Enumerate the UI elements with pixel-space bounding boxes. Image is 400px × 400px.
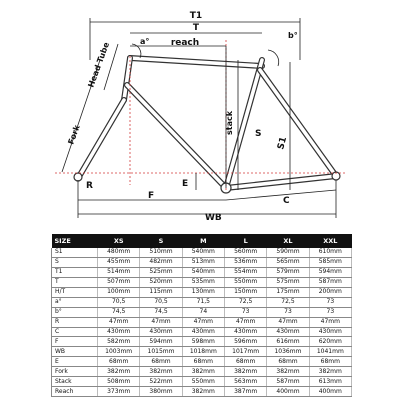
table-cell: 72,5	[267, 297, 309, 307]
table-cell: 1041mm	[309, 347, 351, 357]
table-cell: 550mm	[182, 377, 224, 387]
label-head-tube: Head Tube	[86, 40, 112, 89]
row-label: R	[52, 317, 98, 327]
table-cell: 610mm	[309, 248, 351, 257]
table-cell: 68mm	[140, 357, 182, 367]
table-cell: 74	[182, 307, 224, 317]
label-stack: stack	[225, 110, 234, 135]
table-cell: 373mm	[98, 387, 140, 397]
table-cell: 73	[309, 297, 351, 307]
table-cell: 47mm	[182, 317, 224, 327]
row-label: WB	[52, 347, 98, 357]
row-label: Fork	[52, 367, 98, 377]
table-cell: 565mm	[267, 257, 309, 267]
table-cell: 430mm	[267, 327, 309, 337]
table-cell: 1015mm	[140, 347, 182, 357]
row-label: E	[52, 357, 98, 367]
table-cell: 382mm	[267, 367, 309, 377]
column-header: S	[140, 234, 182, 248]
table-cell: 47mm	[309, 317, 351, 327]
table-cell: 150mm	[224, 287, 266, 297]
table-cell: 598mm	[182, 337, 224, 347]
row-label: F	[52, 337, 98, 347]
column-header: XS	[98, 234, 140, 248]
table-cell: 382mm	[182, 367, 224, 377]
row-label: b°	[52, 307, 98, 317]
table-cell: 596mm	[224, 337, 266, 347]
label-t: T	[192, 23, 200, 33]
table-cell: 68mm	[182, 357, 224, 367]
table-cell: 1036mm	[267, 347, 309, 357]
table-cell: 536mm	[224, 257, 266, 267]
label-e: E	[182, 179, 189, 189]
table-cell: 68mm	[267, 357, 309, 367]
table-cell: 540mm	[182, 248, 224, 257]
label-fork: Fork	[66, 123, 82, 146]
table-row	[52, 347, 352, 357]
table-cell: 594mm	[140, 337, 182, 347]
table-cell: 430mm	[224, 327, 266, 337]
table-cell: 430mm	[182, 327, 224, 337]
table-cell: 430mm	[98, 327, 140, 337]
table-cell: 616mm	[267, 337, 309, 347]
table-row	[52, 357, 352, 367]
table-cell: 613mm	[309, 377, 351, 387]
table-cell: 130mm	[182, 287, 224, 297]
table-cell: 387mm	[224, 387, 266, 397]
table-cell: 382mm	[224, 367, 266, 377]
label-s: S	[255, 129, 262, 139]
table-cell: 382mm	[309, 367, 351, 377]
table-cell: 510mm	[140, 248, 182, 257]
geometry-table	[51, 234, 352, 397]
table-cell: 47mm	[267, 317, 309, 327]
row-label: T	[52, 277, 98, 287]
label-reach: reach	[170, 38, 200, 48]
label-f: F	[148, 191, 155, 201]
table-cell: 400mm	[309, 387, 351, 397]
table-cell: 68mm	[309, 357, 351, 367]
table-row	[52, 267, 352, 277]
column-header: XXL	[309, 234, 351, 248]
label-wb: WB	[205, 213, 222, 223]
table-cell: 560mm	[224, 248, 266, 257]
label-r: R	[86, 181, 93, 191]
table-cell: 582mm	[98, 337, 140, 347]
column-header: L	[224, 234, 266, 248]
table-cell: 47mm	[224, 317, 266, 327]
table-cell: 575mm	[267, 277, 309, 287]
table-cell: 482mm	[140, 257, 182, 267]
table-cell: 587mm	[267, 377, 309, 387]
table-cell: 535mm	[182, 277, 224, 287]
table-row	[52, 248, 352, 257]
table-cell: 47mm	[98, 317, 140, 327]
table-cell: 620mm	[309, 337, 351, 347]
table-cell: 522mm	[140, 377, 182, 387]
label-c: C	[283, 196, 290, 206]
row-label: S1	[52, 248, 98, 257]
table-cell: 590mm	[267, 248, 309, 257]
column-header: SIZE	[52, 234, 98, 248]
row-label: Reach	[52, 387, 98, 397]
table-cell: 73	[224, 307, 266, 317]
row-label: a°	[52, 297, 98, 307]
column-header: M	[182, 234, 224, 248]
table-cell: 594mm	[309, 267, 351, 277]
table-cell: 587mm	[309, 277, 351, 287]
table-cell: 585mm	[309, 257, 351, 267]
table-cell: 74,5	[140, 307, 182, 317]
label-s1: S1	[276, 135, 290, 151]
table-cell: 550mm	[224, 277, 266, 287]
table-row	[52, 337, 352, 347]
table-cell: 1003mm	[98, 347, 140, 357]
table-cell: 400mm	[267, 387, 309, 397]
table-cell: 513mm	[182, 257, 224, 267]
table-row	[52, 367, 352, 377]
table-cell: 74,5	[98, 307, 140, 317]
table-cell: 430mm	[140, 327, 182, 337]
table-cell: 525mm	[140, 267, 182, 277]
table-cell: 430mm	[309, 327, 351, 337]
table-cell: 508mm	[98, 377, 140, 387]
column-header: XL	[267, 234, 309, 248]
row-label: S	[52, 257, 98, 267]
table-cell: 73	[309, 307, 351, 317]
table-header-row	[52, 234, 352, 248]
table-cell: 382mm	[98, 367, 140, 377]
table-cell: 70,5	[98, 297, 140, 307]
table-cell: 73	[267, 307, 309, 317]
label-t1: T1	[189, 11, 203, 21]
table-cell: 68mm	[224, 357, 266, 367]
table-row	[52, 377, 352, 387]
table-cell: 100mm	[98, 287, 140, 297]
table-row	[52, 257, 352, 267]
table-cell: 71,5	[182, 297, 224, 307]
table-cell: 554mm	[224, 267, 266, 277]
table-cell: 540mm	[182, 267, 224, 277]
label-b-angle: b°	[288, 31, 298, 40]
table-cell: 480mm	[98, 248, 140, 257]
table-cell: 382mm	[140, 367, 182, 377]
table-cell: 1017mm	[224, 347, 266, 357]
row-label: T1	[52, 267, 98, 277]
table-cell: 1018mm	[182, 347, 224, 357]
row-label: Stack	[52, 377, 98, 387]
table-cell: 200mm	[309, 287, 351, 297]
row-label: H/T	[52, 287, 98, 297]
table-cell: 455mm	[98, 257, 140, 267]
table-cell: 47mm	[140, 317, 182, 327]
table-cell: 380mm	[140, 387, 182, 397]
table-row	[52, 327, 352, 337]
table-cell: 520mm	[140, 277, 182, 287]
table-row	[52, 307, 352, 317]
table-row	[52, 287, 352, 297]
table-cell: 507mm	[98, 277, 140, 287]
table-row	[52, 297, 352, 307]
table-cell: 382mm	[182, 387, 224, 397]
table-cell: 563mm	[224, 377, 266, 387]
table-cell: 579mm	[267, 267, 309, 277]
row-label: C	[52, 327, 98, 337]
table-cell: 70,5	[140, 297, 182, 307]
table-cell: 514mm	[98, 267, 140, 277]
table-cell: 72,5	[224, 297, 266, 307]
table-row	[52, 387, 352, 397]
table-row	[52, 317, 352, 327]
table-row	[52, 277, 352, 287]
table-cell: 115mm	[140, 287, 182, 297]
table-cell: 175mm	[267, 287, 309, 297]
label-a-angle: a°	[140, 37, 150, 46]
table-cell: 68mm	[98, 357, 140, 367]
